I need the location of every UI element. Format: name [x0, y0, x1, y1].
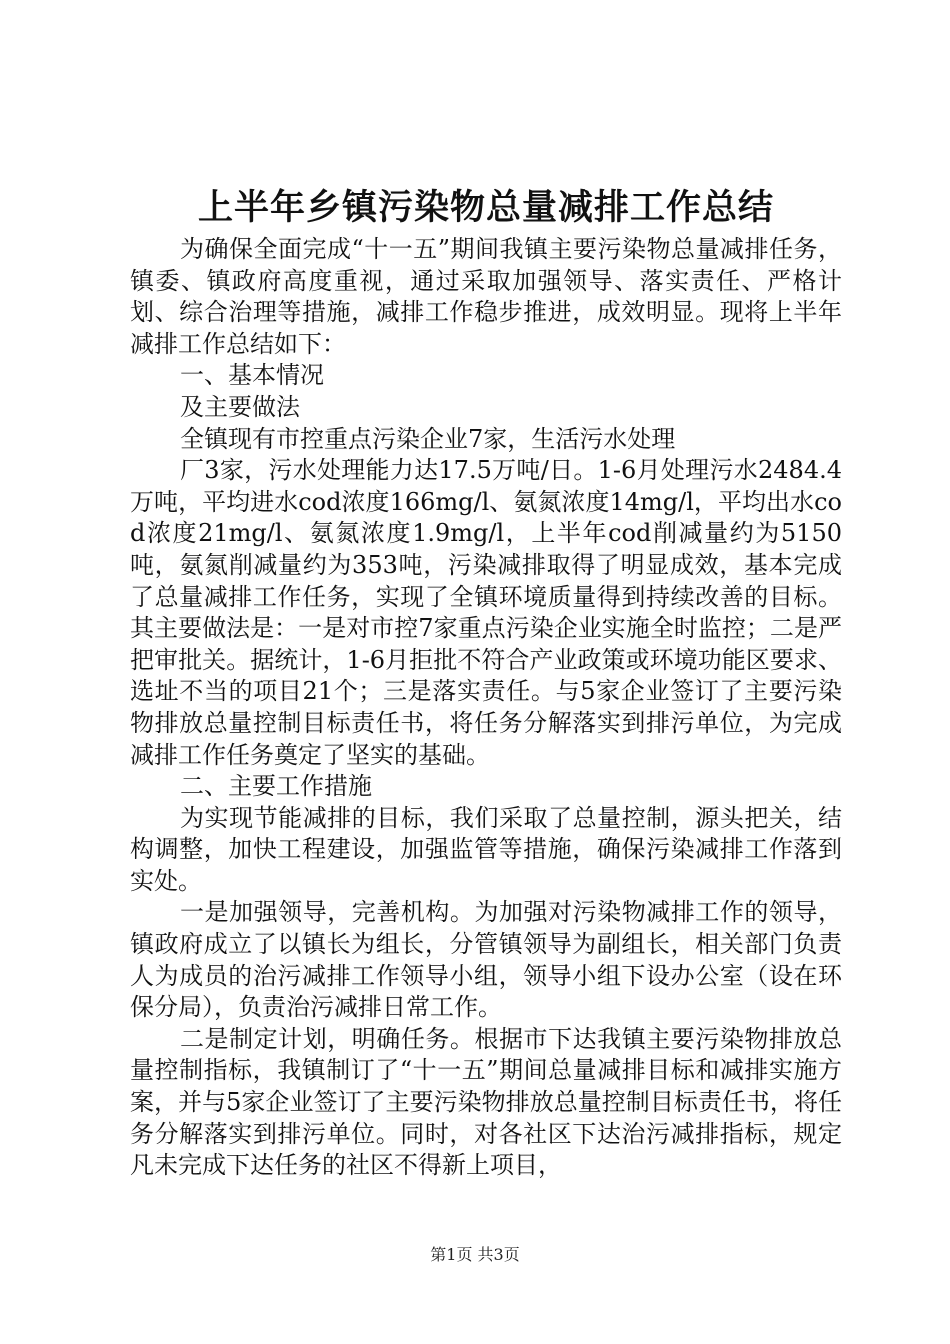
paragraph-statistics: 厂3家，污水处理能力达17.5万吨/日。1-6月处理污水2484.4万吨，平均进水cod浓度166mg/l、氨氮浓度14mg/l，平均出水cod浓度21mg/l、氨氮浓度1.9mg/l，上半年cod削减量约为5150吨，氨氮削减量约为353吨，污染减排取得了明显成效，基本完成了总量减排工作任务，实现了全镇环境质量得到持续改善的目标。其主要做法是：一是对市控7家重点污染企业实施全时监控；二是严把审批关。据统计，1-6月拒批不符合产业政策或环境功能区要求、选址不当的项目21个；三是落实责任。与5家企业签订了主要污染物排放总量控制目标责任书，将任务分解落实到排污单位，为完成减排工作任务奠定了坚实的基础。: [130, 456, 842, 769]
document-page: [130, 184, 842, 1182]
paragraph-intro: 为确保全面完成“十一五”期间我镇主要污染物总量减排任务，镇委、镇政府高度重视，通过采取加强领导、落实责任、严格计划、综合治理等措施，减排工作稳步推进，成效明显。现将上半年减排工作总结如下：: [130, 235, 842, 358]
section-heading-basic-cont: 及主要做法: [180, 392, 300, 421]
paragraph-enterprises: 全镇现有市控重点污染企业7家，生活污水处理: [180, 424, 676, 453]
paragraph-leadership: 一是加强领导，完善机构。为加强对污染物减排工作的领导，镇政府成立了以镇长为组长，分管镇领导为副组长，相关部门负责人为成员的治污减排工作领导小组，领导小组下设办公室（设在环保分局），负责治污减排日常工作。: [130, 898, 842, 1022]
section-heading-measures: 二、主要工作措施: [180, 772, 372, 801]
section-heading-basic: 一、基本情况: [180, 361, 324, 390]
page-footer: 第1页 共3页: [430, 1245, 520, 1264]
document-title: 上半年乡镇污染物总量减排工作总结: [197, 187, 774, 228]
paragraph-measures: 为实现节能减排的目标，我们采取了总量控制，源头把关，结构调整，加快工程建设，加强监管等措施，确保污染减排工作落到实处。: [130, 803, 842, 895]
paragraph-planning: 二是制定计划，明确任务。根据市下达我镇主要污染物排放总量控制指标，我镇制订了“十一五”期间总量减排目标和减排实施方案，并与5家企业签订了主要污染物排放总量控制目标责任书，将任务分解落实到排污单位。同时，对各社区下达治污减排指标，规定凡未完成下达任务的社区不得新上项目，: [130, 1024, 842, 1180]
